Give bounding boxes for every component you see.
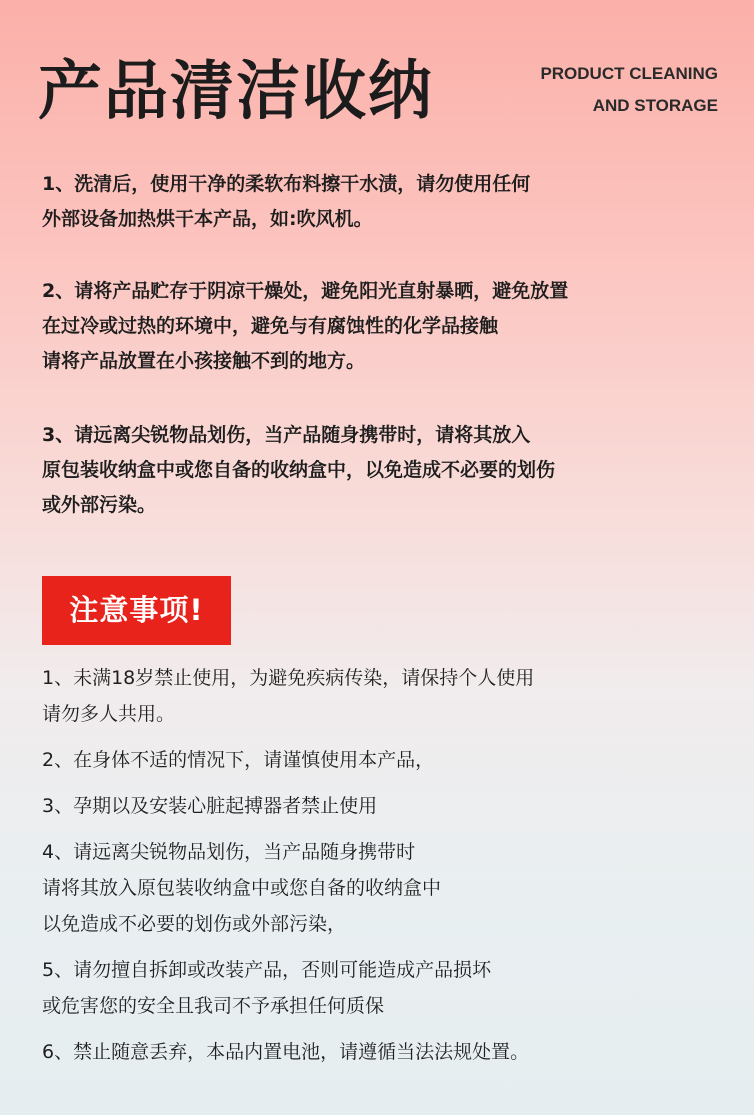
care-item-2-line-3: 请将产品放置在小孩接触不到的地方。 (42, 350, 366, 372)
notice-list (42, 660, 732, 1080)
notice-item-1-line-2: 请勿多人共用。 (42, 703, 176, 725)
english-subtitle (540, 58, 718, 122)
notice-item-2-line-1: 2、在身体不适的情况下，请谨慎使用本产品， (42, 749, 435, 771)
notice-item-1-line-1: 1、未满18岁禁止使用，为避免疾病传染，请保持个人使用 (42, 667, 535, 689)
notice-item-4-line-3: 以免造成不必要的划伤或外部污染， (42, 913, 347, 935)
notice-item-6-line-1: 6、禁止随意丢弃，本品内置电池，请遵循当法法规处置。 (42, 1041, 530, 1063)
notice-item-5 (42, 952, 732, 1024)
notice-item-3 (42, 788, 732, 824)
care-item-3 (42, 418, 732, 523)
notice-item-5-line-2: 或危害您的安全且我司不予承担任何质保 (42, 995, 385, 1017)
care-item-3-line-1: 3、请远离尖锐物品划伤，当产品随身携带时，请将其放入 (42, 424, 531, 446)
notice-item-1 (42, 660, 732, 732)
page-title: 产品清洁收纳 (38, 55, 434, 129)
notice-item-4-line-2: 请将其放入原包装收纳盒中或您自备的收纳盒中 (42, 877, 442, 899)
care-item-1-line-1: 1、洗清后，使用干净的柔软布料擦干水渍，请勿使用任何 (42, 173, 531, 195)
notice-item-6 (42, 1034, 732, 1070)
notice-item-5-line-1: 5、请勿擅自拆卸或改装产品，否则可能造成产品损坏 (42, 959, 492, 981)
notice-item-2 (42, 742, 732, 778)
care-item-3-line-2: 原包装收纳盒中或您自备的收纳盒中，以免造成不必要的划伤 (42, 459, 556, 481)
notice-badge: 注意事项! (42, 576, 231, 645)
care-item-1 (42, 167, 732, 237)
care-item-2-line-2: 在过冷或过热的环境中，避免与有腐蚀性的化学品接触 (42, 315, 499, 337)
care-item-2 (42, 274, 732, 379)
subtitle-line-2: AND STORAGE (592, 96, 718, 115)
notice-item-3-line-1: 3、孕期以及安装心脏起搏器者禁止使用 (42, 795, 378, 817)
notice-item-4 (42, 834, 732, 942)
subtitle-line-1: PRODUCT CLEANING (540, 64, 718, 83)
care-item-1-line-2: 外部设备加热烘干本产品，如:吹风机。 (42, 208, 373, 230)
notice-item-4-line-1: 4、请远离尖锐物品划伤，当产品随身携带时 (42, 841, 416, 863)
care-item-3-line-3: 或外部污染。 (42, 494, 157, 516)
care-item-2-line-1: 2、请将产品贮存于阴凉干燥处，避免阳光直射暴晒，避免放置 (42, 280, 569, 302)
